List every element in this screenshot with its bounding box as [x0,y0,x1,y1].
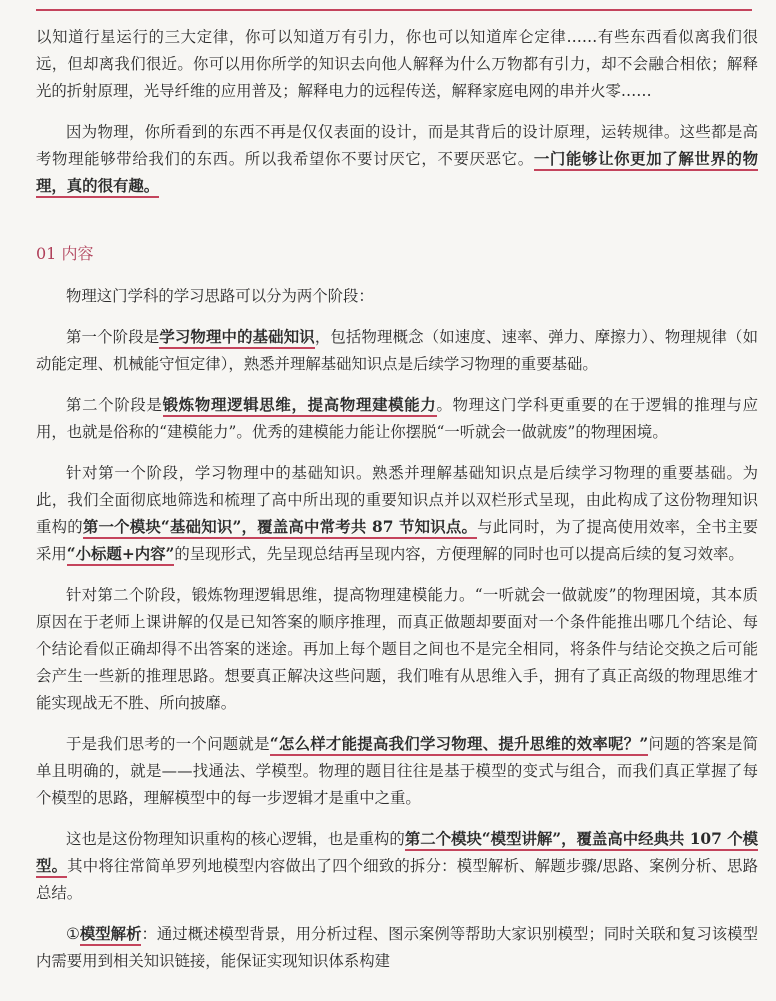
paragraph [36,731,758,812]
paragraph-text: 其中将往常简单罗列地模型内容做出了四个细致的拆分：模型解析、解题步骤/思路、案例分析、思路总结。 [36,857,758,902]
paragraph-text: ① [66,925,80,943]
highlighted-text: 第二个模块“模型讲解”，覆盖高中经典共 107 个模型。 [36,830,758,878]
intro-paragraphs [36,24,758,200]
highlighted-text: “怎么样才能提高我们学习物理、提升思维的效率呢？” [270,735,648,756]
paragraph-text: 与此同时，为了提高使用效率，全书主要采用 [36,518,758,563]
paragraph-text: 。物理这门学科更重要的在于逻辑的推理与应用，也就是俗称的“建模能力”。优秀的建模能力能让你摆脱“一听就会一做就废”的物理困境。 [36,396,758,441]
paragraph-text: ：通过概述模型背景，用分析过程、图示案例等帮助大家识别模型；同时关联和复习该模型内需要用到相关知识链接，能保证实现知识体系构建 [36,925,758,970]
highlighted-text: 模型解析 [80,925,142,946]
paragraph [36,283,758,310]
paragraph-text: 因为物理，你所看到的东西不再是仅仅表面的设计，而是其背后的设计原理，运转规律。这些都是高考物理能够带给我们的东西。所以我希望你不要讨厌它，不要厌恶它。 [36,123,758,168]
highlighted-text: 锻炼物理逻辑思维，提高物理建模能力 [163,396,437,417]
highlighted-text: 学习物理中的基础知识 [159,328,315,349]
paragraph-text: 问题的答案是简单且明确的，就是——找通法、学模型。物理的题目往往是基于模型的变式与组合，而我们真正掌握了每个模型的思路，理解模型中的每一步逻辑才是重中之重。 [36,735,758,807]
paragraph-text: 第二个阶段是 [66,396,163,414]
paragraph-text: 针对第一个阶段，学习物理中的基础知识。熟悉并理解基础知识点是后续学习物理的重要基础。为此，我们全面彻底地筛选和梳理了高中所出现的重要知识点并以双栏形式呈现，由此构成了这份物理知识重构的 [36,464,758,536]
paragraph-text: 物理这门学科的学习思路可以分为两个阶段： [66,287,374,305]
content-paragraphs [36,283,758,975]
top-divider [36,9,752,11]
highlighted-text: “小标题+内容” [67,545,175,566]
paragraph [36,24,758,105]
paragraph-text: 第一个阶段是 [66,328,160,346]
paragraph [36,921,758,975]
paragraph [36,324,758,378]
section-title: 01 内容 [36,244,94,263]
paragraph-text: 的呈现形式，先呈现总结再呈现内容，方便理解的同时也可以提高后续的复习效率。 [174,545,744,563]
document-page [36,24,758,989]
highlighted-text: 第一个模块“基础知识”，覆盖高中常考共 87 节知识点。 [83,518,477,539]
paragraph [36,119,758,200]
paragraph [36,582,758,717]
highlighted-text: 一门能够让你更加了解世界的物理，真的很有趣。 [36,150,758,198]
paragraph [36,460,758,568]
paragraph-text: 以知道行星运行的三大定律，你可以知道万有引力，你也可以知道库仑定律……有些东西看似离我们很远，但却离我们很近。你可以用你所学的知识去向他人解释为什么万物都有引力，却不会融合相依；解释光的折射原理，光导纤维的应用普及；解释电力的远程传送，解释家庭电网的串并火零…… [36,28,758,100]
paragraph-text: ，包括物理概念（如速度、速率、弹力、摩擦力）、物理规律（如动能定理、机械能守恒定律），熟悉并理解基础知识点是后续学习物理的重要基础。 [36,328,758,373]
paragraph-text: 针对第二个阶段，锻炼物理逻辑思维，提高物理建模能力。“一听就会一做就废”的物理困境，其本质原因在于老师上课讲解的仅是已知答案的顺序推理，而真正做题却要面对一个条件能推出哪几个结论、每个结论看似正确却得不出答案的迷途。再加上每个题目之间也不是完全相同，将条件与结论交换之后可能会产生一些新的推理思路。想要真正解决这些问题，我们唯有从思维入手，拥有了真正高级的物理思维才能实现战无不胜、所向披靡。 [36,586,758,712]
paragraph-text: 于是我们思考的一个问题就是 [66,735,270,753]
paragraph-text: 这也是这份物理知识重构的核心逻辑，也是重构的 [66,830,405,848]
paragraph [36,826,758,907]
paragraph [36,392,758,446]
